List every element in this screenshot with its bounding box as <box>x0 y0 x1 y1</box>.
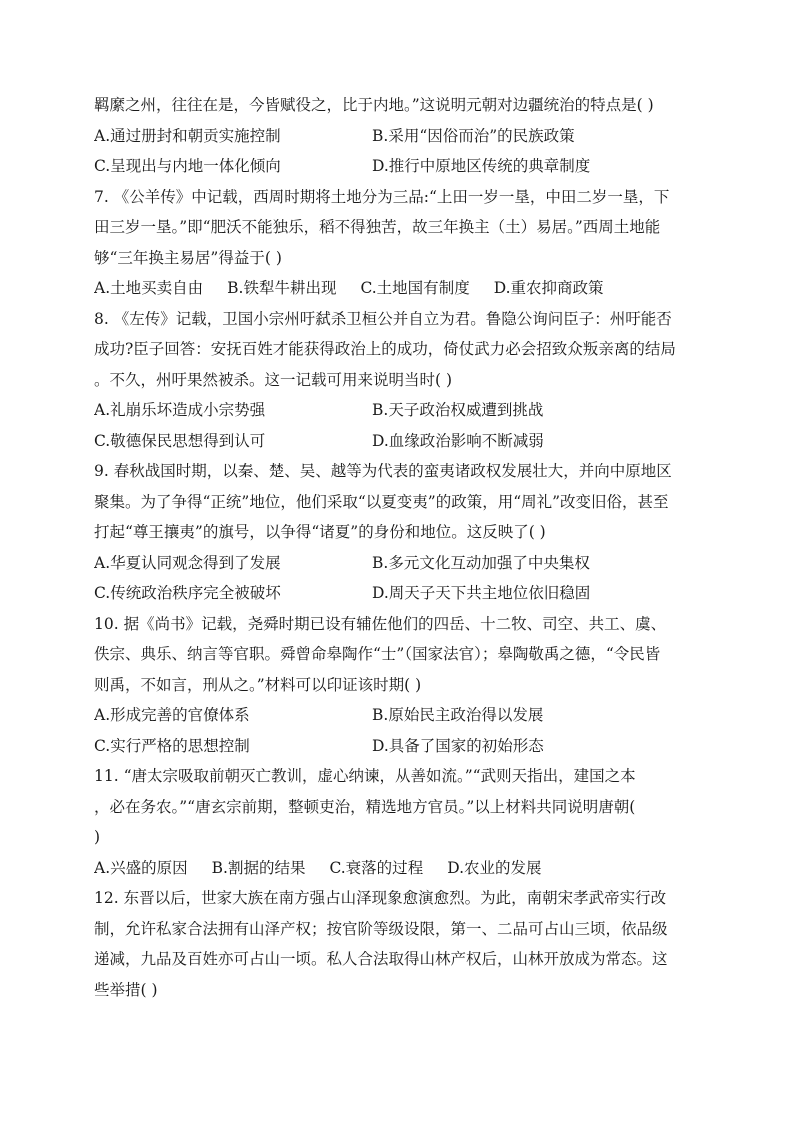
q11-option-c[interactable]: C.衰落的过程 <box>329 858 424 877</box>
q10-stem-line: 则禹，不如言，刑从之。”材料可以印证该时期( ) <box>94 675 422 694</box>
q7-stem-line: 田三岁一垦。”即“肥沃不能独乐，稻不得独苦，故三年换主（土）易居。”西周土地能 <box>94 218 661 236</box>
q8-options-row <box>94 426 706 457</box>
q9-option-b[interactable]: B.多元文化互动加强了中央集权 <box>372 553 590 572</box>
q12-stem-line: 递减，九品及百姓亦可占山一顷。私人合法取得山林产权后，山林开放成为常态。这 <box>94 950 668 968</box>
q11-option-b[interactable]: B.割据的结果 <box>211 858 306 877</box>
q6-options-row <box>94 151 706 182</box>
q8-option-a[interactable]: A.礼崩乐坏造成小宗势强 <box>94 401 266 419</box>
q6-stem-line: 羁縻之州，往往在是，今皆赋役之，比于内地。”这说明元朝对边疆统治的特点是( ) <box>94 96 654 114</box>
q8-stem-line: 。不久，州吁果然被杀。这一记载可用来说明当时( ) <box>94 370 453 389</box>
q11-options-row <box>94 853 706 884</box>
q6-option-a[interactable]: A.通过册封和朝贡实施控制 <box>94 126 281 145</box>
q7-stem-line: 够“三年换主易居”得益于( ) <box>94 248 282 267</box>
q8-option-b[interactable]: B.天子政治权威遭到挑战 <box>372 401 544 419</box>
q10-stem-line: 10. 据《尚书》记载，尧舜时期已设有辅佐他们的四岳、十二牧、司空、共工、虞、 <box>94 614 667 633</box>
q6-option-b[interactable]: B.采用“因俗而治”的民族政策 <box>372 126 575 145</box>
q12-stem-line: 12. 东晋以后，世家大族在南方强占山泽现象愈演愈烈。为此，南朝宋孝武帝实行改 <box>94 889 667 907</box>
q9-option-a[interactable]: A.华夏认同观念得到了发展 <box>94 553 281 572</box>
q12-stem-line: 些举措( ) <box>94 980 158 999</box>
q6-option-d[interactable]: D.推行中原地区传统的典章制度 <box>372 157 591 175</box>
q10-option-b[interactable]: B.原始民主政治得以发展 <box>372 706 544 724</box>
q9-option-c[interactable]: C.传统政治秩序完全被破坏 <box>94 584 281 602</box>
q11-option-a[interactable]: A.兴盛的原因 <box>94 858 188 877</box>
q10-options-row <box>94 700 706 731</box>
q9-options-row <box>94 578 706 609</box>
q6-option-c[interactable]: C.呈现出与内地一体化倾向 <box>94 157 281 175</box>
q9-stem-line: 聚集。为了争得“正统”地位，他们采取“以夏变夷”的政策，用“周礼”改变旧俗，甚至 <box>94 492 669 511</box>
q11-stem-line: 11. “唐太宗吸取前朝灭亡教训，虚心纳谏，从善如流。”“武则天指出，建国之本 <box>94 767 636 785</box>
q9-option-d[interactable]: D.周天子天下共主地位依旧稳固 <box>372 584 591 602</box>
q7-option-a[interactable]: A.土地买卖自由 <box>94 279 204 297</box>
q8-options-row <box>94 395 706 426</box>
q10-option-d[interactable]: D.具备了国家的初始形态 <box>372 736 544 755</box>
q6-options-row <box>94 121 706 152</box>
question-list <box>94 90 706 1005</box>
q8-option-c[interactable]: C.敬德保民思想得到认可 <box>94 431 266 450</box>
q10-option-c[interactable]: C.实行严格的思想控制 <box>94 736 250 755</box>
q9-stem-line: 9. 春秋战国时期，以秦、楚、吴、越等为代表的蛮夷诸政权发展壮大，并向中原地区 <box>94 462 672 480</box>
q11-option-d[interactable]: D.农业的发展 <box>447 858 542 877</box>
q8-stem-line: 成功?臣子回答：安抚百姓才能获得政治上的成功，倚仗武力必会招致众叛亲离的结局 <box>94 340 676 358</box>
q10-stem-line: 佚宗、典乐、纳言等官职。舜曾命皋陶作“士”（国家法官）；皋陶敬禹之德，“令民皆 <box>94 645 661 663</box>
q7-stem-line: 7. 《公羊传》中记载，西周时期将土地分为三品:“上田一岁一垦，中田二岁一垦，下 <box>94 187 670 206</box>
q7-option-c[interactable]: C.土地国有制度 <box>360 279 470 297</box>
q11-stem-line: ) <box>94 828 101 846</box>
q8-option-d[interactable]: D.血缘政治影响不断减弱 <box>372 431 544 450</box>
q11-stem-line: ，必在务农。”“唐玄宗前期，整顿吏治，精选地方官员。”以上材料共同说明唐朝( <box>94 797 636 816</box>
q12-stem-line: 制，允许私家合法拥有山泽产权；按官阶等级设限，第一、二品可占山三顷，依品级 <box>94 919 668 938</box>
q9-options-row <box>94 548 706 579</box>
q10-options-row <box>94 731 706 762</box>
q9-stem-line: 打起“尊王攘夷”的旗号，以争得“诸夏”的身份和地位。这反映了( ) <box>94 523 546 541</box>
q7-options-row <box>94 273 706 304</box>
q7-option-d[interactable]: D.重农抑商政策 <box>493 279 604 297</box>
q10-option-a[interactable]: A.形成完善的官僚体系 <box>94 706 250 724</box>
q8-stem-line: 8. 《左传》记载，卫国小宗州吁弑杀卫桓公并自立为君。鲁隐公询问臣子：州吁能否 <box>94 309 672 328</box>
q7-option-b[interactable]: B.铁犁牛耕出现 <box>227 279 337 297</box>
